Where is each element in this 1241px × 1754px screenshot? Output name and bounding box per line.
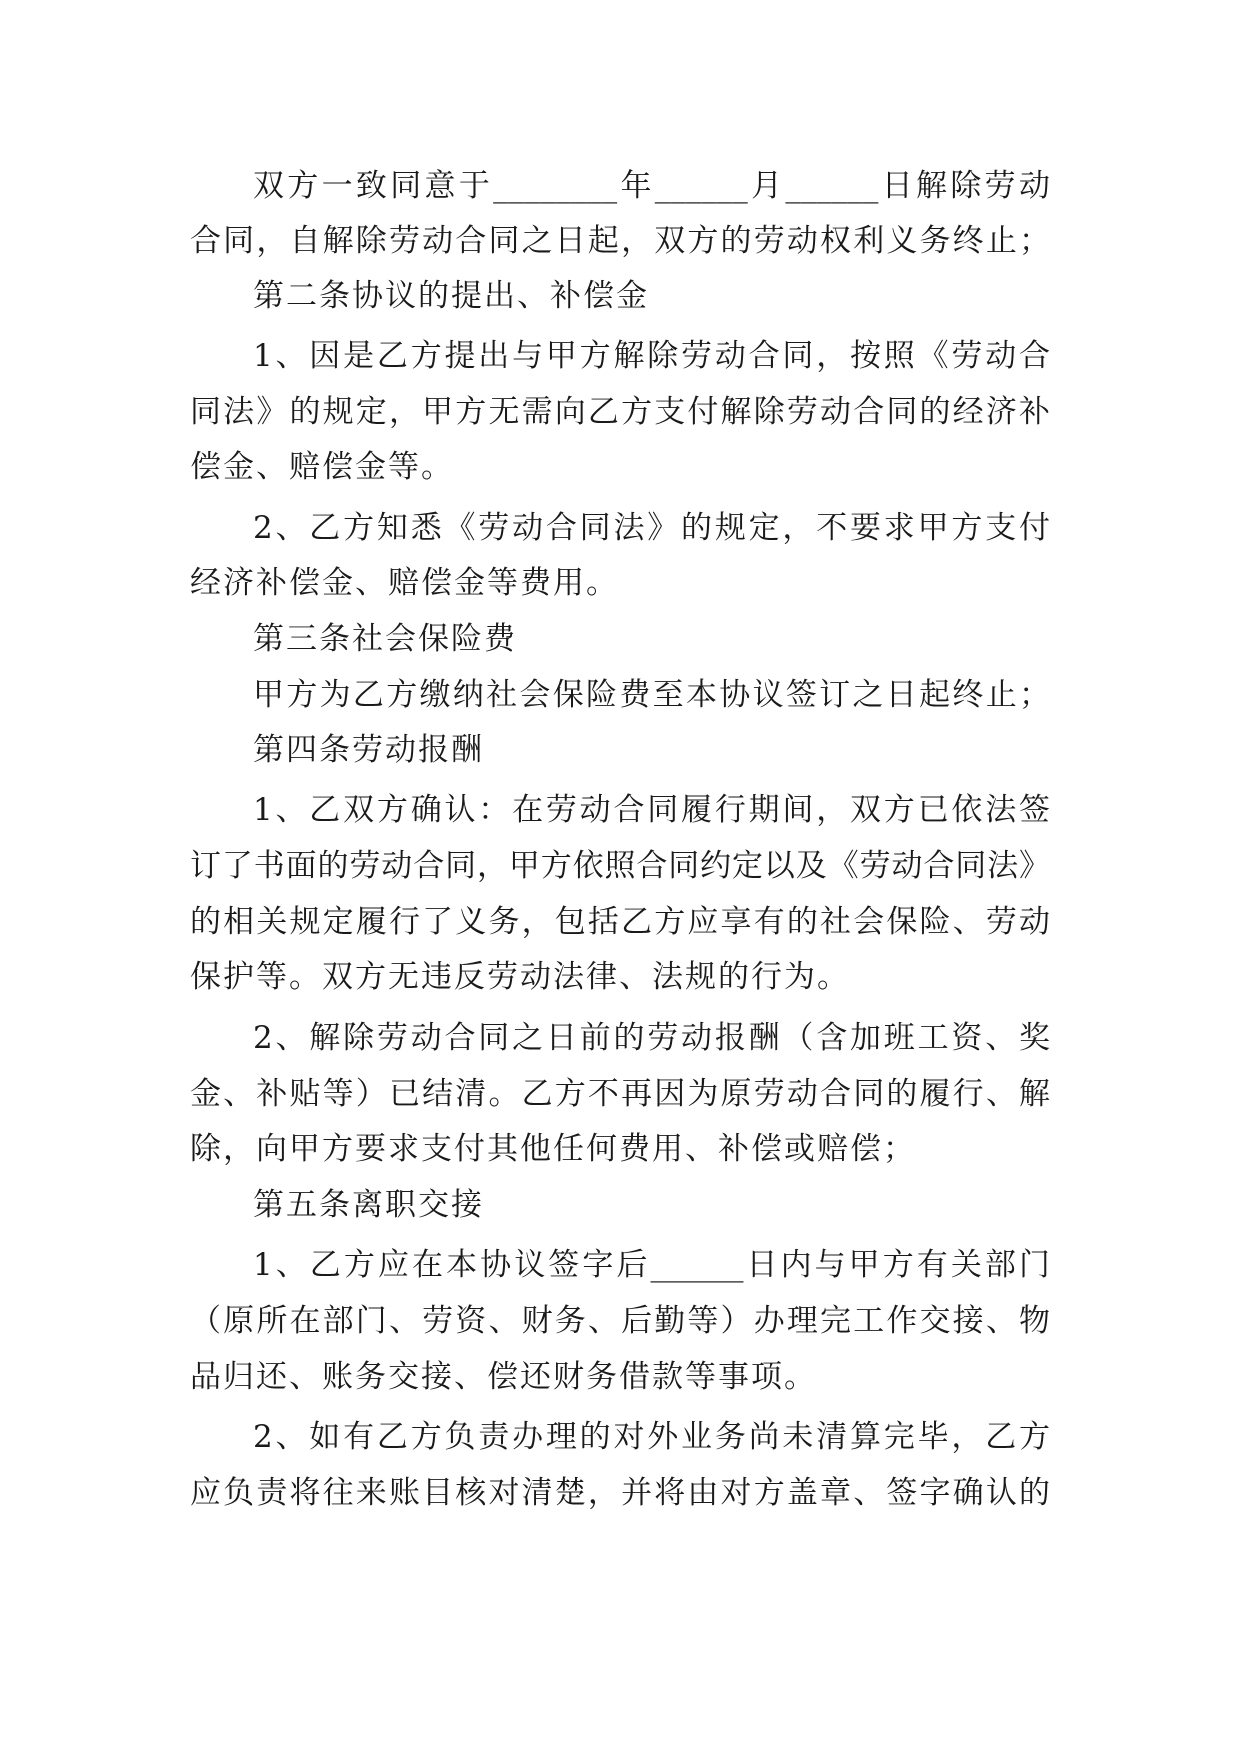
paragraph-line: （原所在部门、劳资、财务、后勤等）办理完工作交接、物 — [190, 1303, 1050, 1339]
paragraph-line: 2、如有乙方负责办理的对外业务尚未清算完毕，乙方 — [253, 1419, 1050, 1455]
paragraph-line: 保护等。双方无违反劳动法律、法规的行为。 — [190, 959, 850, 995]
paragraph-line: 同法》的规定，甲方无需向乙方支付解除劳动合同的经济补 — [190, 394, 1050, 430]
paragraph-line: 偿金、赔偿金等。 — [190, 449, 454, 485]
paragraph-line: 品归还、账务交接、偿还财务借款等事项。 — [190, 1359, 817, 1395]
paragraph-line: 甲方为乙方缴纳社会保险费至本协议签订之日起终止； — [253, 677, 1050, 713]
paragraph-line: 除，向甲方要求支付其他任何费用、补偿或赔偿； — [190, 1131, 916, 1167]
paragraph-line: 1、乙方应在本协议签字后______日内与甲方有关部门 — [253, 1247, 1050, 1283]
paragraph-line: 合同，自解除劳动合同之日起，双方的劳动权利义务终止； — [190, 223, 1050, 259]
paragraph-line: 的相关规定履行了义务，包括乙方应享有的社会保险、劳动 — [190, 904, 1050, 940]
section-heading: 第四条劳动报酬 — [253, 732, 484, 768]
section-heading: 第五条离职交接 — [253, 1187, 484, 1223]
section-heading: 第三条社会保险费 — [253, 621, 517, 657]
paragraph-line: 2、乙方知悉《劳动合同法》的规定，不要求甲方支付 — [253, 510, 1050, 546]
paragraph-line: 双方一致同意于________年______月______日解除劳动 — [253, 168, 1050, 204]
paragraph-line: 经济补偿金、赔偿金等费用。 — [190, 565, 619, 601]
paragraph-line: 应负责将往来账目核对清楚，并将由对方盖章、签字确认的 — [190, 1475, 1050, 1511]
paragraph-line: 金、补贴等）已结清。乙方不再因为原劳动合同的履行、解 — [190, 1076, 1050, 1112]
paragraph-line: 订了书面的劳动合同，甲方依照合同约定以及《劳动合同法》 — [190, 848, 1050, 884]
paragraph-line: 2、解除劳动合同之日前的劳动报酬（含加班工资、奖 — [253, 1020, 1050, 1056]
paragraph-line: 1、因是乙方提出与甲方解除劳动合同，按照《劳动合 — [253, 338, 1050, 374]
section-heading: 第二条协议的提出、补偿金 — [253, 278, 649, 314]
paragraph-line: 1、乙双方确认：在劳动合同履行期间，双方已依法签 — [253, 792, 1050, 828]
